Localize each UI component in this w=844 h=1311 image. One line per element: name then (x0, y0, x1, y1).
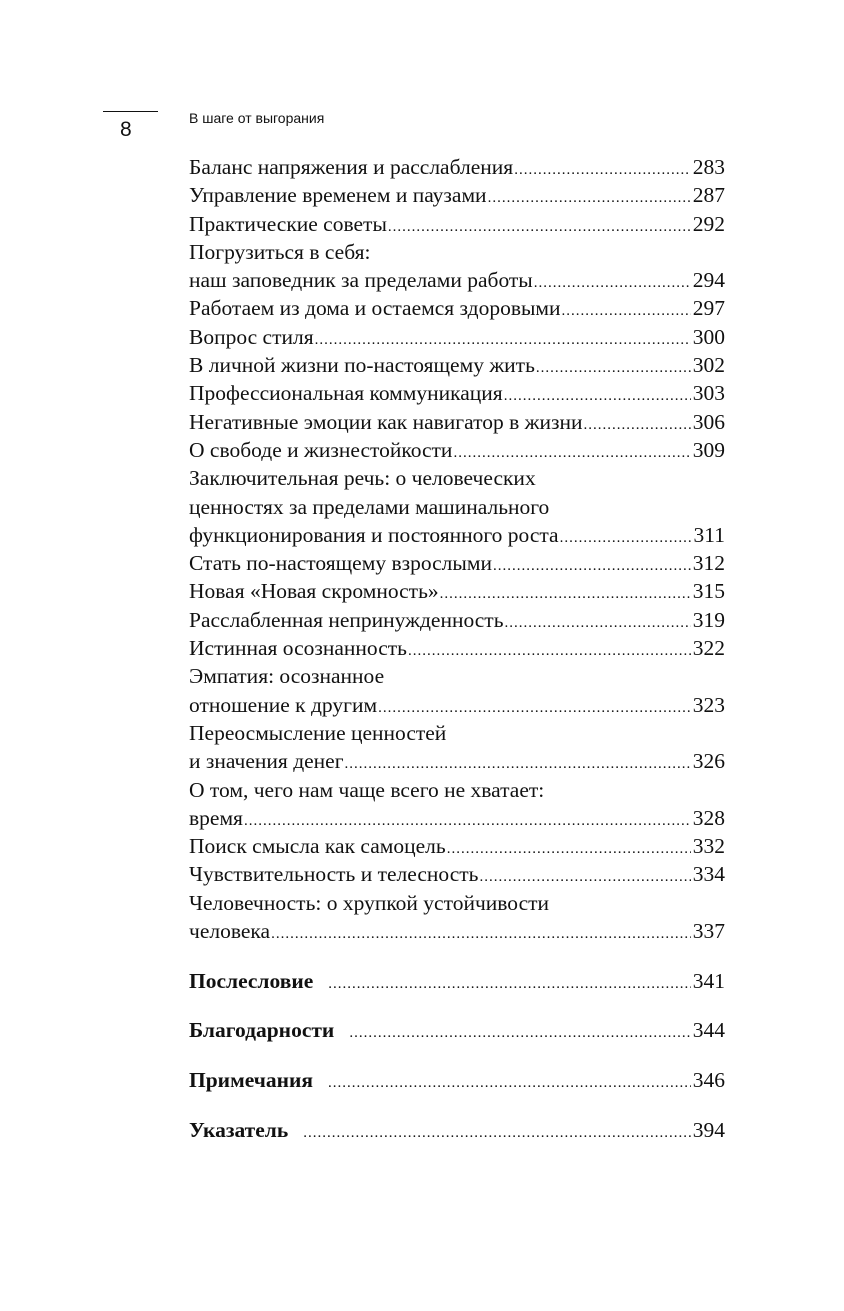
page-number: 8 (120, 118, 132, 141)
toc-entry-title: Истинная осознанность (189, 636, 407, 661)
toc-page-number: 344 (692, 1018, 725, 1043)
toc-entry[interactable] (189, 577, 725, 605)
header-rule (103, 111, 158, 112)
toc-entry[interactable] (189, 634, 725, 662)
toc-entry[interactable] (189, 832, 725, 860)
toc-entry-title-line: Эмпатия: осознанное (189, 664, 385, 689)
dot-leader (271, 920, 691, 948)
toc-page-number: 311 (693, 522, 725, 547)
toc-entry-title-line: и значения денег (189, 749, 344, 774)
dot-leader (536, 354, 691, 382)
toc-page-number: 334 (692, 862, 725, 887)
toc-entry-title: В личной жизни по-настоящему жить (189, 353, 535, 378)
toc-entry-title-line: Погрузиться в себя: (189, 239, 371, 264)
toc-page-number: 312 (692, 551, 725, 576)
dot-leader (514, 156, 691, 184)
toc-entry-title-line: отношение к другим (189, 692, 378, 717)
toc-major-entry[interactable] (189, 967, 725, 995)
toc-page-number: 332 (692, 834, 725, 859)
toc-entry-title: Чувствительность и телесность (189, 862, 479, 887)
toc-entry[interactable] (189, 323, 725, 351)
dot-leader (408, 637, 691, 665)
toc-page-number: 341 (692, 968, 725, 993)
toc-entry-title: Поиск смысла как самоцель (189, 834, 446, 859)
toc-page-number: 309 (692, 437, 725, 462)
dot-leader (244, 807, 691, 835)
toc-entry[interactable] (189, 153, 725, 181)
toc-entry-title: Работаем из дома и остаемся здоровыми (189, 296, 561, 321)
toc-page-number: 306 (692, 409, 725, 434)
dot-leader (349, 1019, 690, 1047)
toc-entry-title-line: Человечность: о хрупкой устойчивости (189, 890, 550, 915)
dot-leader (315, 326, 691, 354)
toc-page-number: 322 (692, 636, 725, 661)
toc-entry[interactable] (189, 776, 725, 833)
toc-entry[interactable] (189, 408, 725, 436)
toc-page-number: 287 (692, 183, 725, 208)
toc-page-number: 294 (692, 268, 725, 293)
dot-leader (453, 439, 690, 467)
toc-entry-title-line: время (189, 805, 243, 830)
toc-entry-title-line: наш заповедник за пределами работы (189, 268, 533, 293)
dot-leader (328, 970, 691, 998)
toc-entry-title: Стать по-настоящему взрослыми (189, 551, 492, 576)
dot-leader (534, 269, 691, 297)
dot-leader (447, 835, 691, 863)
toc-entry[interactable] (189, 181, 725, 209)
toc-page-number: 302 (692, 353, 725, 378)
toc-entry-title-line: ценностях за пределами машинального (189, 494, 550, 519)
toc-entry[interactable] (189, 889, 725, 946)
toc-entry[interactable] (189, 351, 725, 379)
toc-page-number: 319 (692, 607, 725, 632)
toc-entry-title-line: функционирования и постоянного роста (189, 522, 559, 547)
toc-entry[interactable] (189, 549, 725, 577)
toc-entry-title: Профессиональная коммуникация (189, 381, 503, 406)
toc-major-title: Благодарности (189, 1018, 335, 1043)
toc-entry[interactable] (189, 464, 725, 549)
dot-leader (388, 213, 691, 241)
toc-page-number: 283 (692, 155, 725, 179)
toc-entry-title: Баланс напряжения и расслабления (189, 155, 514, 179)
toc-page-number: 300 (692, 324, 725, 349)
table-of-contents (189, 153, 725, 1144)
toc-page-number: 326 (692, 749, 725, 774)
dot-leader (562, 297, 691, 325)
dot-leader (488, 184, 691, 212)
toc-major-entry[interactable] (189, 1066, 725, 1094)
toc-page-number: 292 (692, 211, 725, 236)
toc-entry-title-line: О том, чего нам чаще всего не хватает: (189, 777, 545, 802)
dot-leader (440, 580, 691, 608)
running-title: В шаге от выгорания (189, 110, 325, 126)
dot-leader (504, 382, 691, 410)
toc-entry[interactable] (189, 238, 725, 295)
toc-page-number: 328 (692, 805, 725, 830)
toc-major-title: Примечания (189, 1068, 314, 1092)
toc-page-number: 337 (692, 919, 725, 944)
toc-page-number: 297 (692, 296, 725, 321)
toc-page-number: 303 (692, 381, 725, 406)
toc-page-number: 323 (692, 692, 725, 717)
toc-entry-title: Новая «Новая скромность» (189, 579, 439, 604)
toc-entry-title-line: человека (189, 919, 271, 944)
toc-entry[interactable] (189, 210, 725, 238)
dot-leader (505, 609, 691, 637)
dot-leader (493, 552, 691, 580)
toc-entry[interactable] (189, 719, 725, 776)
dot-leader (560, 524, 692, 552)
toc-entry[interactable] (189, 436, 725, 464)
toc-entry-title-line: Заключительная речь: о человеческих (189, 466, 536, 491)
dot-leader (378, 694, 691, 722)
toc-major-entry[interactable] (189, 1016, 725, 1044)
toc-entry-title: Управление временем и паузами (189, 183, 487, 208)
dot-leader (303, 1119, 691, 1147)
toc-page-number: 394 (692, 1117, 725, 1142)
toc-entry-title: Негативные эмоции как навигатор в жизни (189, 409, 583, 434)
toc-major-title: Послесловие (189, 968, 314, 993)
toc-entry-title: Расслабленная непринужденность (189, 607, 504, 632)
toc-entry-title: Практические советы (189, 211, 387, 236)
dot-leader (345, 750, 691, 778)
toc-page-number: 315 (692, 579, 725, 604)
toc-entry-title: О свободе и жизнестойкости (189, 437, 453, 462)
toc-major-title: Указатель (189, 1117, 289, 1142)
dot-leader (328, 1069, 691, 1097)
dot-leader (479, 863, 690, 891)
toc-major-entry[interactable] (189, 1116, 725, 1144)
toc-entry[interactable] (189, 606, 725, 634)
toc-entry-title-line: Переосмысление ценностей (189, 720, 447, 745)
toc-entry[interactable] (189, 662, 725, 719)
toc-page-number: 346 (692, 1068, 725, 1092)
dot-leader (583, 411, 690, 439)
toc-entry[interactable] (189, 294, 725, 322)
toc-entry[interactable] (189, 860, 725, 888)
toc-entry[interactable] (189, 379, 725, 407)
toc-entry-title: Вопрос стиля (189, 324, 314, 349)
